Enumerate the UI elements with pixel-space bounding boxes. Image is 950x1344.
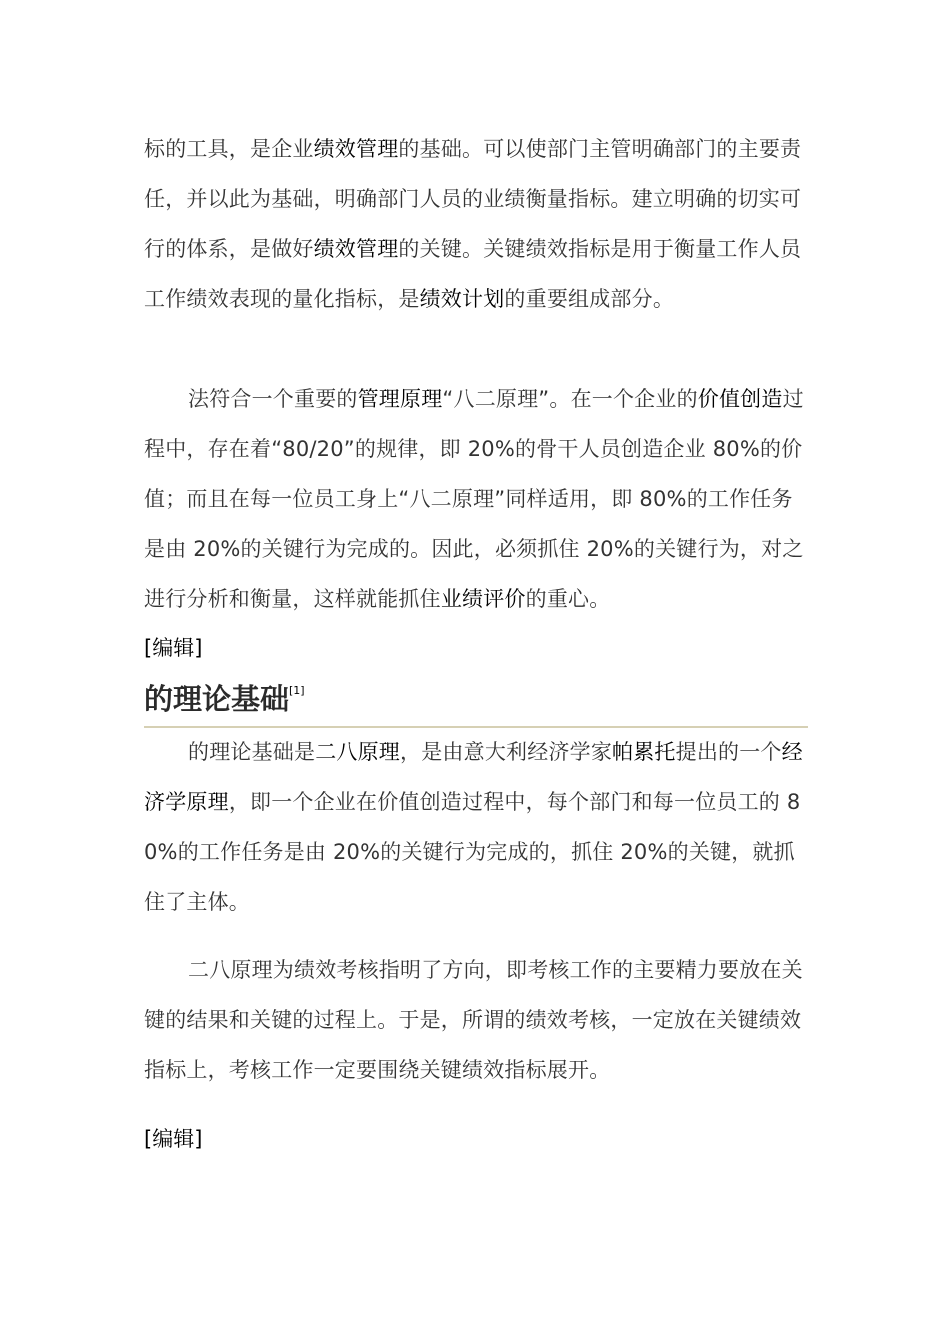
text-segment: 标的工具，是企业 [144, 137, 314, 161]
paragraph-kpi-tool [144, 124, 808, 324]
link-performance-management-2[interactable]: 绩效管理 [313, 237, 399, 261]
reference-link[interactable]: [1] [289, 684, 305, 697]
edit-link-2[interactable]: [编辑] [144, 1127, 203, 1151]
paragraph-pareto-principle [144, 374, 808, 624]
link-management-principle[interactable]: 管理原理 [357, 387, 443, 411]
text-segment: ，即一个企业在价值创造过程中，每个部门和每一位员工的 80%的工作任务是由 20%的关键行为完成的，抓住 20%的关键，就抓住了主体。 [144, 790, 801, 914]
paragraph-assessment-direction: 二八原理为绩效考核指明了方向，即考核工作的主要精力要放在关键的结果和关键的过程上。于是，所谓的绩效考核，一定放在关键绩效指标上，考核工作一定要围绕关键绩效指标展开。 [144, 958, 803, 1082]
section-title: 的理论基础 [144, 682, 290, 716]
text-segment: 的基础。可以使部门主管明确部门的主要责任，并以此为基础，明确部门人员的业绩衡量指标。建立明确的切实可行的体系，是做好 [144, 137, 802, 261]
edit-link-1[interactable]: [编辑] [144, 636, 203, 660]
text-segment: 法符合一个重要的 [188, 387, 358, 411]
text-segment: ，是由意大利经济学家 [400, 740, 613, 764]
link-performance-evaluation[interactable]: 业绩评价 [440, 587, 526, 611]
section-heading [144, 676, 808, 728]
text-segment: “八二原理”。在一个企业的 [442, 387, 698, 411]
link-pareto-principle[interactable]: 二八原理 [315, 740, 401, 764]
text-segment: 的关键。关键绩效指标是用于衡量工作人员工作绩效表现的量化指标，是 [144, 237, 802, 311]
paragraph-theory-basis [144, 727, 808, 927]
link-economics-principle[interactable]: 经济学原理 [144, 740, 803, 814]
text-segment: 的重要组成部分。 [504, 287, 675, 311]
text-segment: 的理论基础是 [188, 740, 316, 764]
text-segment: 提出的一个 [675, 740, 782, 764]
link-pareto[interactable]: 帕累托 [612, 740, 676, 764]
text-segment: 过程中，存在着“80/20”的规律，即 20%的骨干人员创造企业 80%的价值；而且在每一位员工身上“八二原理”同样适用，即 80%的工作任务是由 20%的关键行为完成的。因此，必须抓住 20%的关键行为，对之进行分析和衡量，这样就能抓住 [144, 387, 804, 611]
link-performance-plan[interactable]: 绩效计划 [419, 287, 505, 311]
link-performance-management[interactable]: 绩效管理 [313, 137, 399, 161]
text-segment: 的重心。 [525, 587, 611, 611]
link-value-creation[interactable]: 价值创造 [697, 387, 783, 411]
